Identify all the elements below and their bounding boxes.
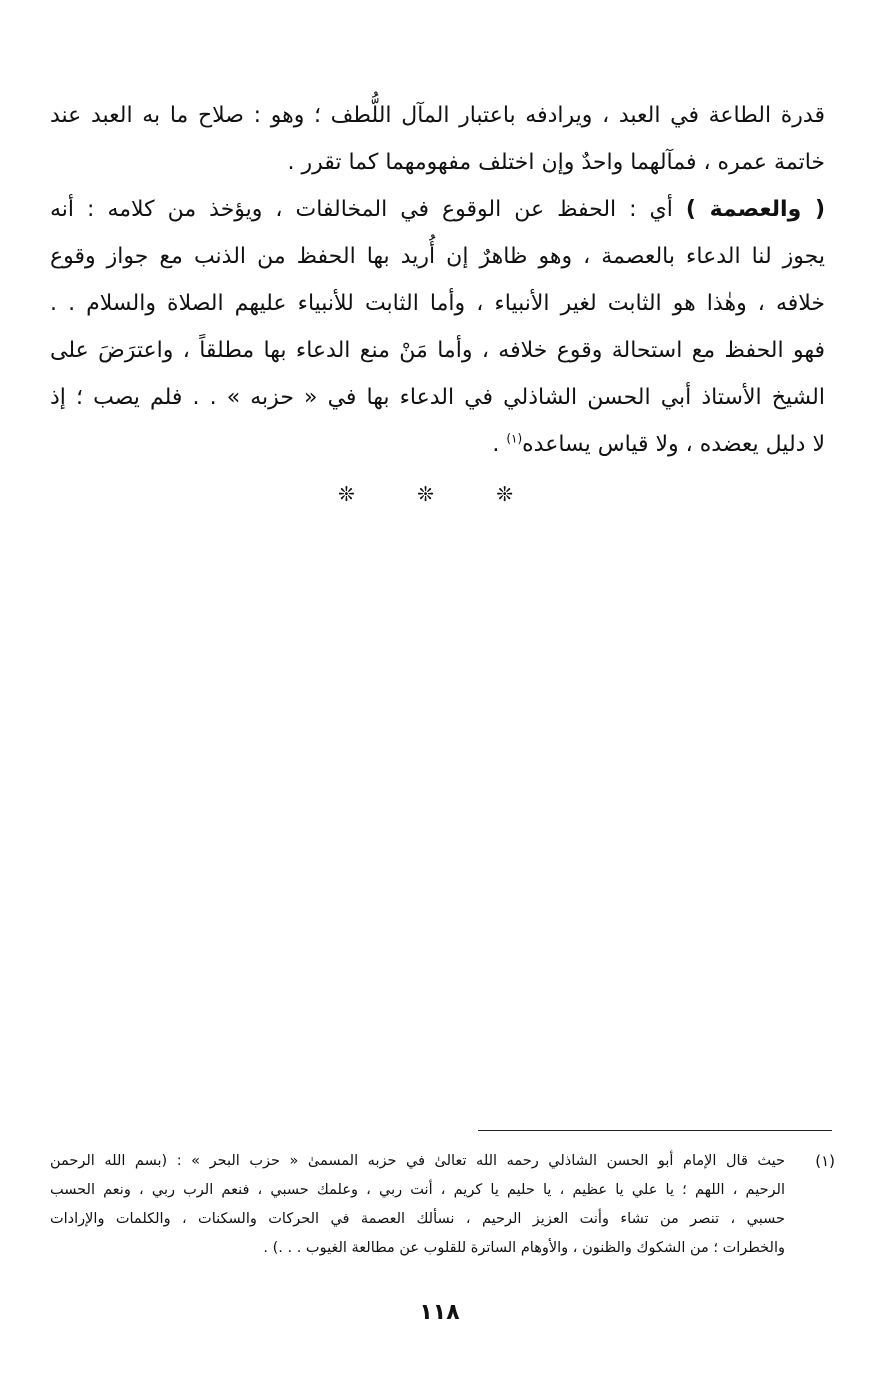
paragraph-2-line: فهو الحفظ مع استحالة وقوع خلافه ، وأما مَنْ منع الدعاء بها مطلقاً ، واعترَضَ على (50, 338, 825, 363)
paragraph-2-line: الشيخ الأستاذ أبي الحسن الشاذلي في الدعاء بها في « حزبه » . . فلم يصب ؛ إذ (50, 385, 825, 410)
paragraph-2-last-line (50, 421, 825, 468)
footnote-marker: (١) (815, 1152, 835, 1170)
footnote-line: حيث قال الإمام أبو الحسن الشاذلي رحمه الله تعالىٰ في حزبه المسمىٰ « حزب البحر » : (بسم الله الرحمن (50, 1153, 785, 1169)
paragraph-2 (50, 186, 825, 468)
page-number: ١١٨ (419, 1300, 460, 1325)
footnote-line: حسبي ، تنصر من تشاء وأنت العزيز الرحيم ، نسألك العصمة في الحركات والسكنات ، والكلمات والإرادات (50, 1211, 785, 1227)
paragraph-1-line: خاتمة عمره ، فمآلهما واحدٌ وإن اختلف مفهومهما كما تقرر . (287, 150, 825, 175)
term-highlight: ( والعصمة ) (685, 197, 825, 222)
footnote-line: والخطرات ؛ من الشكوك والظنون ، والأوهام الساترة للقلوب عن مطالعة الغيوب . . .) . (263, 1240, 785, 1256)
paragraph-2-first-line (50, 186, 825, 233)
paragraph-2-line: خلافه ، وهٰذا هو الثابت لغير الأنبياء ، وأما الثابت للأنبياء عليهم الصلاة والسلام . . (50, 291, 825, 316)
paragraph-1-line: قدرة الطاعة في العبد ، ويرادفه باعتبار المآل اللُّطف ؛ وهو : صلاح ما به العبد عند (50, 103, 825, 128)
paragraph-1 (50, 92, 825, 186)
footnote-line: الرحيم ، اللهم ؛ يا علي يا عظيم ، يا حليم يا كريم ، أنت ربي ، وعلمك حسبي ، فنعم الرب ربي ، ونعم الحسب (50, 1182, 785, 1198)
footnote-separator (478, 1130, 832, 1131)
footnote-reference[interactable]: (١) (506, 431, 523, 446)
paragraph-2-first-line-text: أي : الحفظ عن الوقوع في المخالفات ، ويؤخذ من كلامه : أنه (50, 197, 686, 222)
paragraph-2-line: يجوز لنا الدعاء بالعصمة ، وهو ظاهرٌ إن أُريد بها الحفظ من الذنب مع جواز وقوع (50, 244, 825, 269)
paragraph-2-last-line-text: لا دليل يعضده ، ولا قياس يساعده (522, 432, 825, 457)
paragraph-2-end: . (492, 432, 507, 457)
section-divider-ornament: ❊ ❊ ❊ (338, 482, 541, 506)
footnote-text (50, 1147, 785, 1263)
